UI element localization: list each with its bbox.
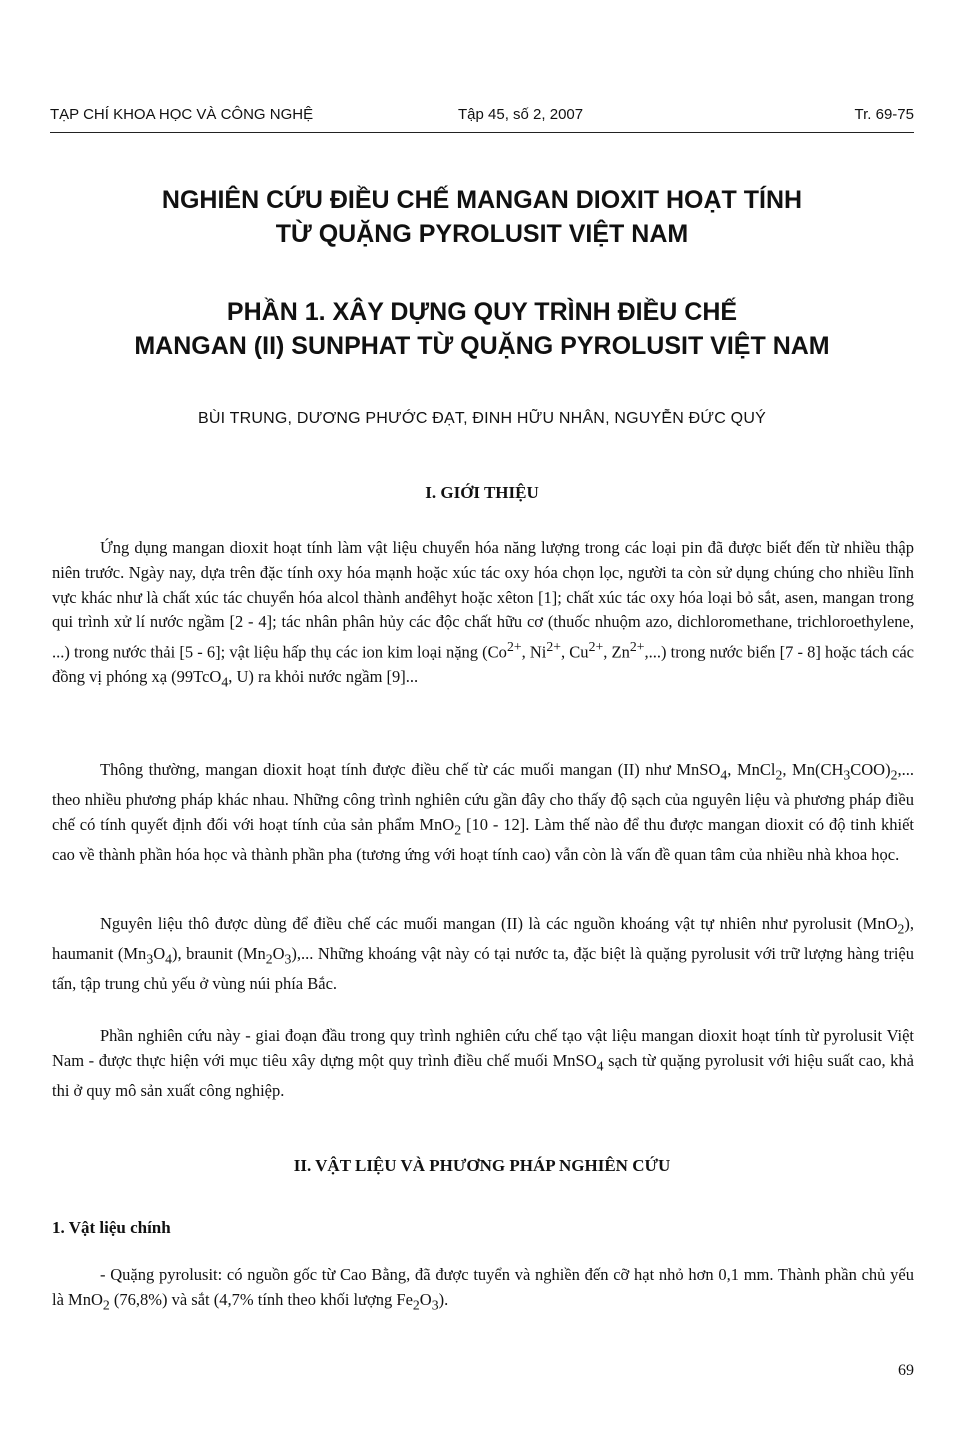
intro-paragraph-4: [52, 1024, 914, 1104]
superscript: 2+: [546, 639, 562, 655]
materials-paragraph-1: [52, 1263, 914, 1318]
subscript: 2: [454, 822, 462, 838]
subscript: 2: [897, 921, 905, 937]
superscript: 2+: [588, 639, 604, 655]
text-run: O: [419, 1289, 432, 1309]
text-run: - Quặng pyrolusit: có nguồn gốc từ Cao Bằng, đã được tuyển và nghiền đến cỡ hạt nhỏ hơn 0,1 mm. Thành phần chủ yếu là MnO: [52, 1265, 914, 1309]
text-run: ), braunit (Mn: [171, 944, 266, 964]
page-number: 69: [898, 1362, 914, 1379]
author-list: BÙI TRUNG, DƯƠNG PHƯỚC ĐẠT, ĐINH HỮU NHÂN, NGUYỄN ĐỨC QUÝ: [198, 410, 766, 427]
subscript: 2: [102, 1297, 110, 1313]
subsection-heading-materials: 1. Vật liệu chính: [52, 1218, 171, 1237]
text-run: ,... theo nhiều phương pháp khác nhau. Những công trình nghiên cứu gần đây cho thấy độ sạch của nguyên liệu và phương pháp điều chế có tính quyết định đối với hoạt tính của sản phẩm MnO: [52, 760, 914, 834]
text-run: , U) ra khỏi nước ngầm [9]...: [228, 667, 419, 687]
text-run: Thông thường, mangan dioxit hoạt tính được điều chế từ các muối mangan (II) như MnSO: [100, 760, 721, 779]
text-run: Phần nghiên cứu này - giai đoạn đầu trong quy trình nghiên cứu chế tạo vật liệu mangan dioxit hoạt tính từ pyrolusit Việt Nam - được thực hiện với mục tiêu xây dựng một quy trình điều chế muối MnSO: [52, 1026, 914, 1070]
subscript: 4: [221, 674, 229, 690]
header-rule: [50, 132, 914, 133]
subscript: 2: [890, 767, 898, 783]
text-run: ).: [438, 1289, 449, 1309]
text-run: , MnCl: [727, 760, 776, 779]
subscript: 4: [720, 767, 728, 783]
text-run: , Zn: [603, 642, 630, 662]
subscript: 4: [165, 951, 172, 967]
text-run: Ứng dụng mangan dioxit hoạt tính làm vật liệu chuyển hóa năng lượng trong các loại pin đã được biết đến từ nhiều thập niên trước. Ngày nay, dựa trên đặc tính oxy hóa mạnh hoặc xúc tác oxy hóa chọn lọc, người ta còn sử dụng chúng cho nhiều lĩnh vực khác như là chất xúc tác chuyển hóa alcol thành anđêhyt hoặc xêton [1]; chất xúc tác oxy hóa loại bỏ sắt, asen, mangan trong qui trình xử lí nước ngầm [2 - 4]; tác nhân phân hủy các độc chất hữu cơ (thuốc nhuộm azo, dichloromethane, trichloroethylene, ...) trong nước thải [5 - 6]; vật liệu hấp thụ các ion kim loại nặng (Co: [52, 538, 914, 662]
page-range: Tr. 69-75: [854, 106, 914, 123]
running-header: [50, 106, 914, 132]
superscript: 2+: [506, 639, 522, 655]
text-run: [10 - 12]. Làm thế nào để thu được mangan dioxit có độ tinh khiết cao về thành phần hóa học và thành phần pha (tương ứng với hoạt tính cao) vẫn còn là vấn đề quan tâm của nhiều nhà khoa học.: [52, 814, 914, 864]
title-line-1: NGHIÊN CỨU ĐIỀU CHẾ MANGAN DIOXIT HOẠT TÍNH: [161, 186, 803, 214]
subscript: 3: [431, 1297, 439, 1313]
text-run: (76,8%) và sắt (4,7% tính theo khối lượng Fe: [109, 1289, 413, 1309]
text-run: Nguyên liệu thô được dùng để điều chế các muối mangan (II) là các nguồn khoáng vật tự nhiên như pyrolusit (MnO: [100, 914, 898, 933]
text-run: O: [153, 944, 166, 964]
subscript: 2: [412, 1297, 420, 1313]
subscript: 3: [284, 951, 292, 967]
subscript: 3: [146, 951, 154, 967]
text-run: , Mn(CH: [782, 760, 844, 779]
intro-paragraph-3: [52, 912, 914, 997]
subtitle-line-2: MANGAN (II) SUNPHAT TỪ QUẶNG PYROLUSIT VIỆT NAM: [134, 332, 830, 360]
text-run: COO): [850, 760, 891, 779]
section-heading-materials-methods: II. VẬT LIỆU VÀ PHƯƠNG PHÁP NGHIÊN CỨU: [293, 1156, 671, 1175]
intro-paragraph-1: [52, 536, 914, 696]
article-subtitle: [60, 295, 904, 363]
text-run: O: [272, 944, 285, 964]
text-run: ), haumanit (Mn: [52, 914, 914, 964]
subscript: 2: [265, 951, 273, 967]
subscript: 3: [843, 767, 851, 783]
text-run: ),... Những khoáng vật này có tại nước ta, đặc biệt là quặng pyrolusit với trữ lượng hàng triệu tấn, tập trung chủ yếu ở vùng núi phía Bắc.: [52, 944, 914, 994]
text-run: , Ni: [521, 642, 547, 662]
text-run: sạch từ quặng pyrolusit với hiệu suất cao, khả thi ở quy mô sản xuất công nghiệp.: [52, 1050, 914, 1100]
subscript: 4: [596, 1058, 604, 1074]
intro-paragraph-2: [52, 758, 914, 868]
superscript: 2+: [629, 639, 645, 655]
journal-name: TẠP CHÍ KHOA HỌC VÀ CÔNG NGHỆ: [50, 106, 314, 123]
text-run: , Cu: [561, 642, 589, 662]
subtitle-line-1: PHẦN 1. XÂY DỰNG QUY TRÌNH ĐIỀU CHẾ: [226, 298, 738, 326]
section-heading-introduction: I. GIỚI THIỆU: [425, 483, 539, 502]
article-title: [60, 183, 904, 251]
text-run: ,...) trong nước biển [7 - 8] hoặc tách các đồng vị phóng xạ (99TcO: [52, 642, 914, 687]
volume-issue: Tập 45, số 2, 2007: [458, 106, 584, 123]
title-line-2: TỪ QUẶNG PYROLUSIT VIỆT NAM: [275, 220, 689, 248]
subscript: 2: [775, 767, 783, 783]
